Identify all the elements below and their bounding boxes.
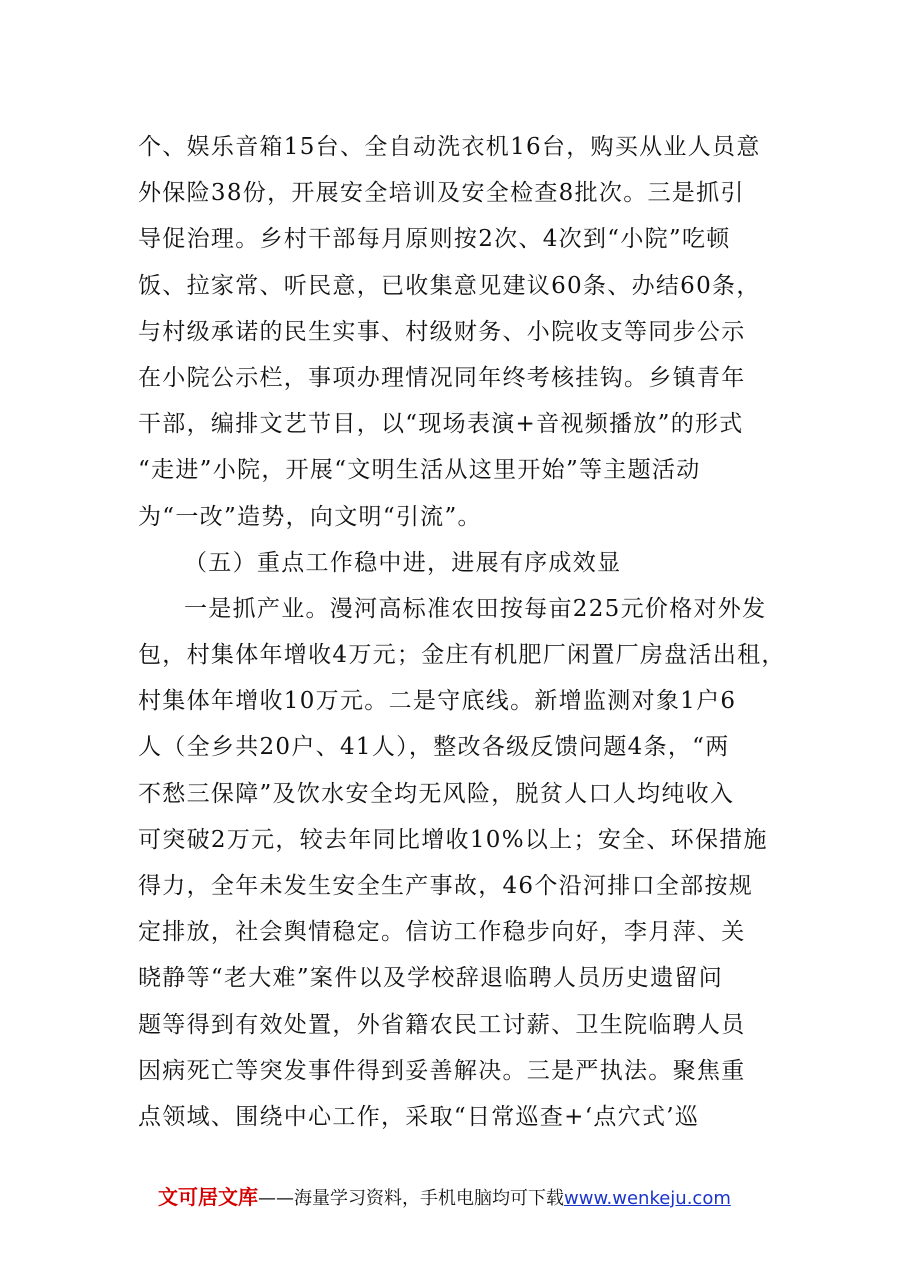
body-line: 与村级承诺的民生实事、村级财务、小院收支等同步公示 — [138, 318, 746, 345]
body-line: 晓静等“老大难”案件以及学校辞退临聘人员历史遗留问 — [138, 965, 724, 992]
body-line: 外保险38份，开展安全培训及安全检查8批次。三是抓引 — [138, 180, 745, 207]
body-line: 人（全乡共20户、41人），整改各级反馈问题4条，“两 — [138, 734, 730, 761]
body-line: 在小院公示栏，事项办理情况同年终考核挂钩。乡镇青年 — [138, 364, 746, 391]
body-line: “走进”小院，开展“文明生活从这里开始”等主题活动 — [138, 457, 701, 484]
footer-website-link[interactable]: www.wenkeju.com — [564, 1188, 731, 1209]
body-line: 包，村集体年增收4万元；金庄有机肥厂闲置厂房盘活出租， — [138, 642, 786, 669]
paragraph-first-line: 一是抓产业。漫河高标准农田按每亩225元价格对外发 — [184, 595, 767, 622]
footer-banner — [158, 1182, 758, 1212]
body-line: 饭、拉家常、听民意，已收集意见建议60条、办结60条， — [138, 272, 761, 299]
body-line: 因病死亡等突发事件得到妥善解决。三是严执法。聚焦重 — [138, 1057, 746, 1084]
body-line: 点领域、围绕中心工作，采取“日常巡查+‘点穴式’巡 — [138, 1103, 700, 1130]
document-body — [138, 124, 786, 1140]
body-line: 不愁三保障”及饮水安全均无风险，脱贫人口人均纯收入 — [138, 780, 735, 807]
body-line: 得力，全年未发生安全生产事故，46个沿河排口全部按规 — [138, 873, 754, 899]
body-line: 个、娱乐音箱15台、全自动洗衣机16台，购买从业人员意 — [138, 134, 761, 160]
body-line: 定排放，社会舆情稳定。信访工作稳步向好，李月萍、关 — [138, 919, 746, 946]
body-line: 导促治理。乡村干部每月原则按2次、4次到“小院”吃顿 — [138, 226, 731, 253]
body-line: 干部，编排文艺节目，以“现场表演+音视频播放”的形式 — [138, 411, 744, 438]
body-line: 为“一改”造势，向文明“引流”。 — [138, 503, 482, 530]
body-line: 可突破2万元，较去年同比增收10%以上；安全、环保措施 — [138, 826, 768, 853]
body-line: 村集体年增收10万元。二是守底线。新增监测对象1户6 — [138, 688, 737, 715]
section-heading: （五）重点工作稳中进，进展有序成效显 — [184, 549, 622, 576]
footer-brand: 文可居文库 — [158, 1185, 258, 1209]
body-line: 题等得到有效处置，外省籍农民工讨薪、卫生院临聘人员 — [138, 1011, 746, 1038]
footer-tagline: ——海量学习资料，手机电脑均可下载 — [258, 1188, 564, 1209]
